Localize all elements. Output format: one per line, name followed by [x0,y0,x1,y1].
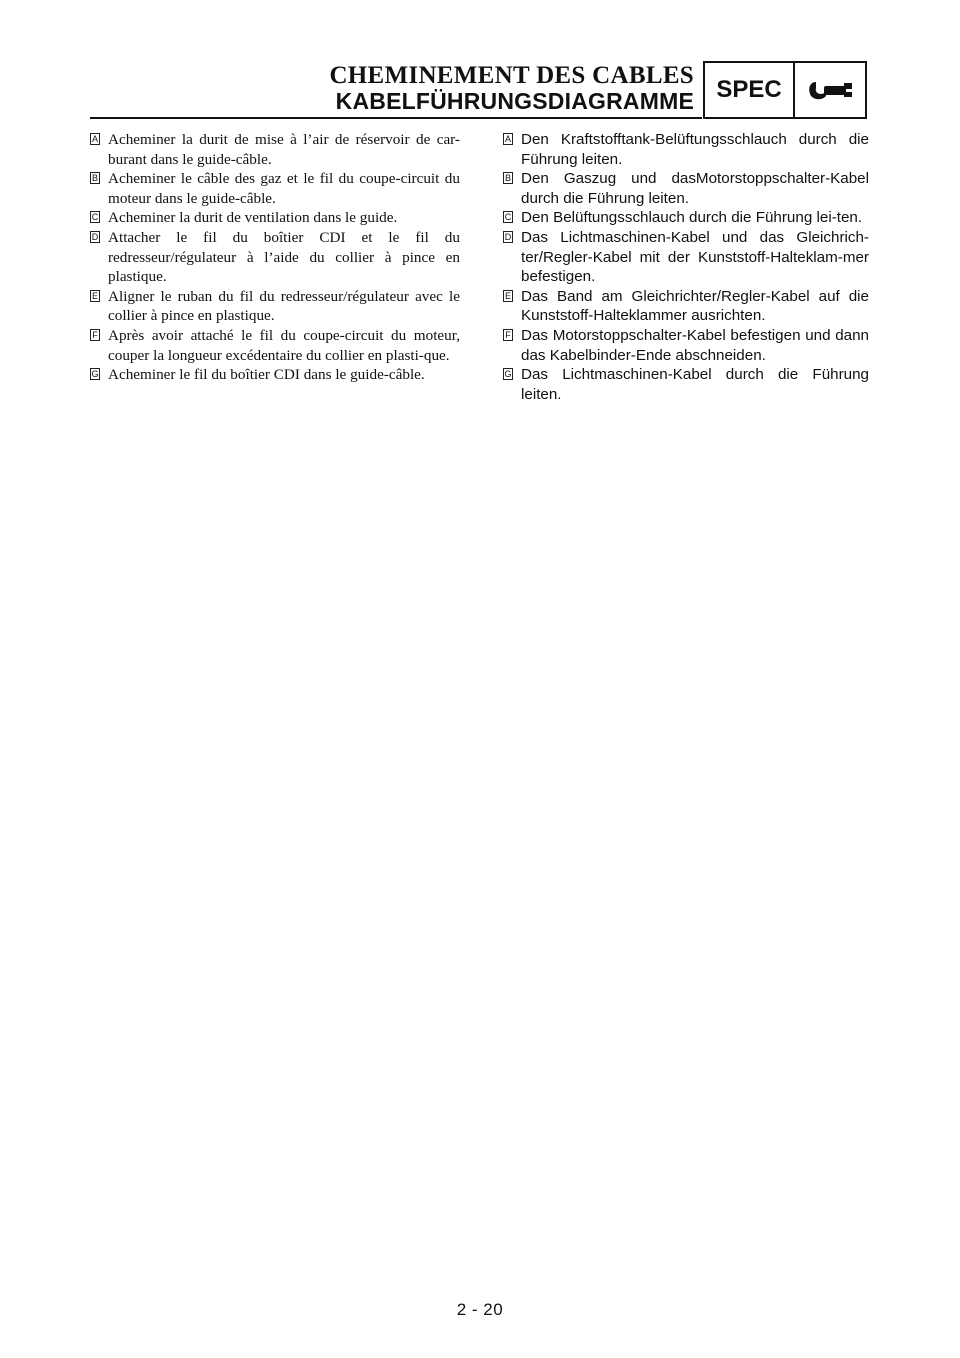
header-rule [90,117,702,119]
item-text: Den Belüftungsschlauch durch die Führung lei-ten. [521,209,863,227]
instruction-item [90,365,460,385]
item-text: Das Motorstoppschalter-Kabel befestigen und dann das Kabelbinder-Ende abschneiden. [521,326,869,364]
item-text: Das Band am Gleichrichter/Regler-Kabel auf die Kunststoff-Halteklammer ausrichten. [521,287,869,325]
item-marker: F [503,329,513,341]
item-text: Das Lichtmaschinen-Kabel durch die Führung leiten. [521,366,869,403]
item-text: Acheminer la durit de ventilation dans le guide. [108,209,398,227]
item-marker: B [504,173,511,184]
instruction-item [503,365,869,404]
item-text: Acheminer le câble des gaz et le fil du coupe-circuit du moteur dans le guide-câble. [108,170,460,207]
item-marker: C [91,212,99,223]
item-marker: C [504,212,512,223]
instruction-item [90,228,460,287]
item-marker: D [91,231,99,242]
spec-badge [703,61,867,119]
item-text: Den Kraftstofftank-Belüftungsschlauch durch die Führung leiten. [521,131,869,168]
item-marker: G [91,369,99,380]
item-marker: G [504,369,512,380]
item-text: Après avoir attaché le fil du coupe-circuit du moteur, couper la longueur excédentaire du collier en plasti-que. [108,326,460,364]
item-text: Den Gaszug und dasMotorstoppschalter-Kabel durch die Führung leiten. [521,170,869,207]
item-marker: A [504,134,511,144]
item-text: Acheminer le fil du boîtier CDI dans le guide-câble. [108,366,425,384]
instruction-item [90,208,460,228]
instruction-item [90,326,460,365]
spec-label: SPEC [705,63,795,117]
item-marker: A [91,134,98,144]
section-title-german: KABELFÜHRUNGSDIAGRAMME [335,88,694,114]
item-marker: D [504,231,512,242]
instruction-item [90,287,460,326]
instruction-item [503,326,869,365]
instruction-item [503,130,869,169]
item-text: Attacher le fil du boîtier CDI et le fil du redresseur/régulateur à l’aide du collier à pince en plastique. [108,228,460,286]
instruction-item [503,228,869,287]
item-text: Das Lichtmaschinen-Kabel und das Gleichrich-ter/Regler-Kabel mit der Kunststoff-Halteklam-mer befestigen. [521,228,869,286]
instruction-item [503,208,869,228]
page-number: 2 - 20 [456,1300,504,1319]
instruction-item [503,287,869,326]
item-text: Aligner le ruban du fil du redresseur/régulateur avec le collier à pince en plastique. [108,287,460,325]
item-marker: B [91,173,98,184]
item-marker: E [504,290,511,301]
item-text: Acheminer la durit de mise à l’air de réservoir de car-burant dans le guide-câble. [108,131,460,168]
item-marker: E [91,290,98,301]
instruction-item [503,169,869,208]
french-instructions [90,130,460,385]
wrench-icon [795,63,865,117]
instruction-item [90,130,460,169]
item-marker: F [90,329,100,341]
german-instructions [503,130,869,404]
instruction-item [90,169,460,208]
section-title-french: CHEMINEMENT DES CABLES [329,62,694,89]
